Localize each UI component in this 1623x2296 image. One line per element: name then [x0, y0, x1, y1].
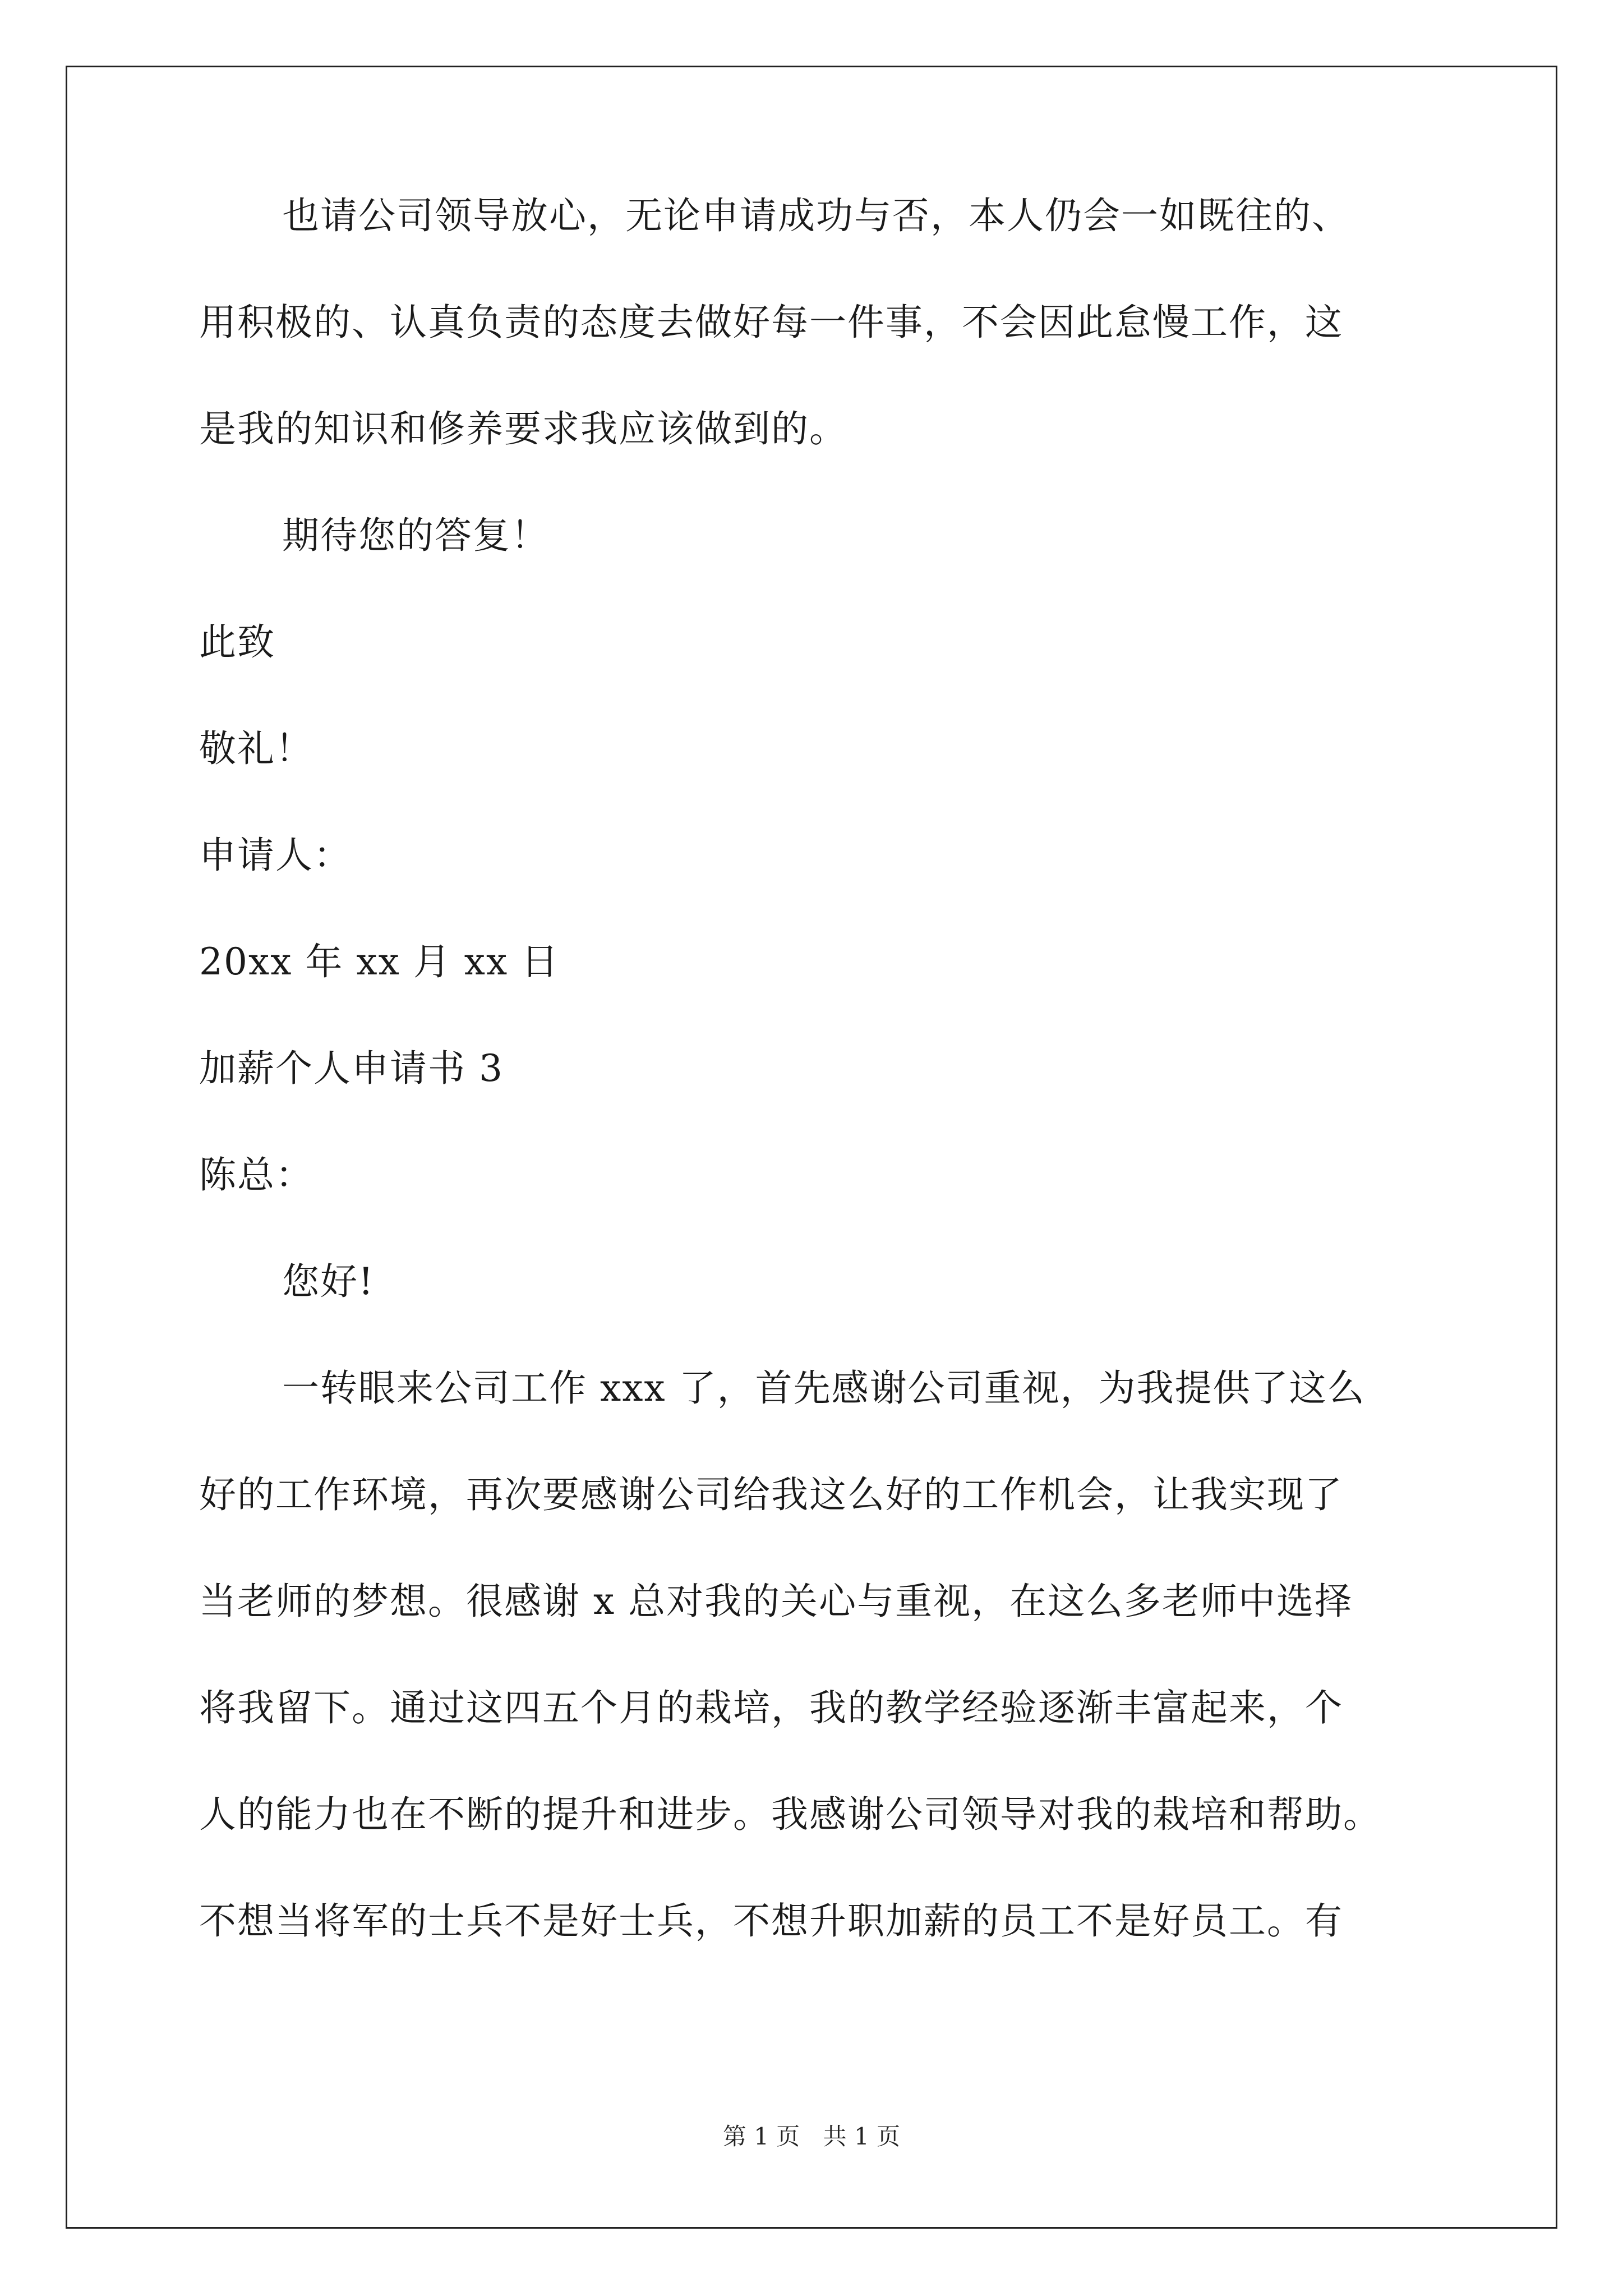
- page-number: 第 1 页: [722, 2123, 800, 2150]
- greeting: 您好!: [282, 1260, 375, 1303]
- paragraph-line: 好的工作环境，再次要感谢公司给我这么好的工作机会，让我实现了: [199, 1473, 1343, 1516]
- paragraph-line: 当老师的梦想。很感谢 x 总对我的关心与重视，在这么多老师中选择: [199, 1580, 1353, 1623]
- section-title: 加薪个人申请书 3: [199, 1047, 504, 1090]
- applicant-label: 申请人：: [199, 834, 352, 877]
- paragraph-line: 人的能力也在不断的提升和进步。我感谢公司领导对我的栽培和帮助。: [199, 1793, 1381, 1836]
- paragraph-line: 不想当将军的士兵不是好士兵，不想升职加薪的员工不是好员工。有: [199, 1899, 1343, 1943]
- page-total: 共 1 页: [823, 2123, 901, 2150]
- page-footer: [0, 2125, 1623, 2148]
- paragraph-line: 用积极的、认真负责的态度去做好每一件事，不会因此怠慢工作，这: [199, 301, 1343, 344]
- salutation-cizhi: 此致: [199, 620, 275, 664]
- closing-expectation: 期待您的答复！: [282, 514, 549, 557]
- paragraph-line: 也请公司领导放心，无论申请成功与否，本人仍会一如既往的、: [282, 194, 1350, 237]
- salutation-jingli: 敬礼！: [199, 727, 313, 770]
- document-body: [199, 194, 1472, 2009]
- paragraph-line: 将我留下。通过这四五个月的栽培，我的教学经验逐渐丰富起来，个: [199, 1686, 1343, 1729]
- date-line: 20xx 年 xx 月 xx 日: [199, 940, 560, 983]
- paragraph-line: 是我的知识和修养要求我应该做到的。: [199, 407, 847, 450]
- addressee: 陈总：: [199, 1153, 313, 1197]
- paragraph-line: 一转眼来公司工作 xxx 了，首先感谢公司重视，为我提供了这么: [282, 1366, 1366, 1410]
